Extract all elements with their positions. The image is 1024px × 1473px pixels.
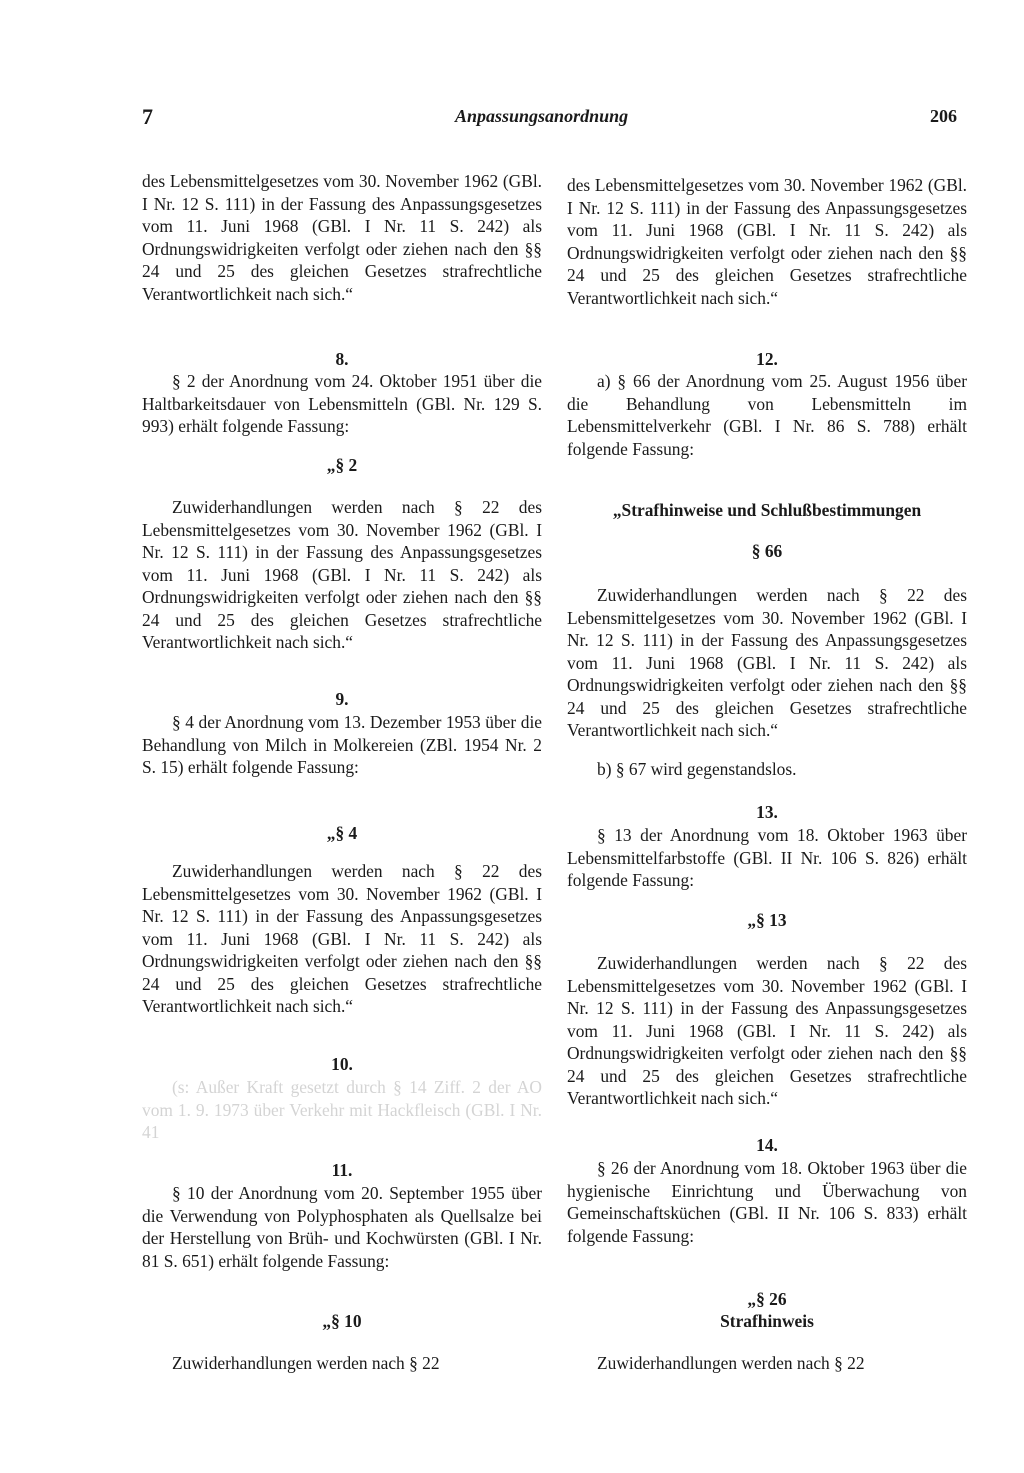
- item-number-9: 9.: [335, 689, 349, 709]
- paragraph-continuation: des Lebensmittelgesetzes vom 30. November 1962 (GBl. I Nr. 12 S. 111) in der Fassung des Anpassungsgesetzes vom 11. Juni 1968 (GBl. I Nr. 11 S. 242) als Ordnungswidrigkeiten verfolgt oder ziehen nach den §§ 24 und 25 des gleichen Gesetzes strafrechtliche Verantwortlichkeit nach sich.“: [142, 171, 542, 304]
- page-number: 206: [930, 106, 957, 126]
- section-2-heading: „§ 2: [326, 455, 358, 475]
- strafhinweise-heading: „Strafhinweise und Schlußbestimmungen: [612, 500, 922, 520]
- running-title: Anpassungsanordnung: [455, 106, 629, 126]
- item-number-12: 12.: [756, 349, 778, 369]
- section-66-heading: § 66: [751, 541, 783, 561]
- item-number-11: 11.: [331, 1160, 353, 1180]
- paragraph-section-26: Zuwiderhandlungen werden nach § 22: [597, 1353, 865, 1373]
- paragraph-item-8: § 2 der Anordnung vom 24. Oktober 1951 über die Haltbarkeitsdauer von Lebensmitteln (GBl. Nr. 129 S. 993) erhält folgende Fassung:: [142, 371, 542, 436]
- section-13-heading: „§ 13: [747, 910, 787, 930]
- paragraph-item-14: § 26 der Anordnung vom 18. Oktober 1963 über die hygienische Einrichtung und Überwachung von Gemeinschaftsküchen (GBl. II Nr. 106 S. 833) erhält folgende Fassung:: [567, 1158, 967, 1246]
- item-number-13: 13.: [756, 802, 778, 822]
- item-number-14: 14.: [756, 1135, 778, 1155]
- paragraph-section-10: Zuwiderhandlungen werden nach § 22: [172, 1353, 440, 1373]
- paragraph-item-9: § 4 der Anordnung vom 13. Dezember 1953 über die Behandlung von Milch in Molkereien (ZBl. 1954 Nr. 2 S. 15) erhält folgende Fassung:: [142, 712, 542, 777]
- paragraph-item-11: § 10 der Anordnung vom 20. September 1955 über die Verwendung von Polyphosphaten als Quellsalze bei der Herstellung von Brüh- und Kochwürsten (GBl. I Nr. 81 S. 651) erhält folgende Fassung:: [142, 1183, 542, 1271]
- chapter-number: 7: [142, 104, 153, 129]
- paragraph-continuation-right: des Lebensmittelgesetzes vom 30. November 1962 (GBl. I Nr. 12 S. 111) in der Fassung des Anpassungsgesetzes vom 11. Juni 1968 (GBl. I Nr. 11 S. 242) als Ordnungswidrigkeiten verfolgt oder ziehen nach den §§ 24 und 25 des gleichen Gesetzes strafrechtliche Verantwortlichkeit nach sich.“: [567, 175, 967, 308]
- item-number-10: 10.: [331, 1054, 353, 1074]
- paragraph-item-12a: a) § 66 der Anordnung vom 25. August 1956 über die Behandlung von Lebensmitteln im Lebensmittelverkehr (GBl. I Nr. 86 S. 788) erhält folgende Fassung:: [567, 371, 967, 459]
- section-10-heading: „§ 10: [322, 1311, 362, 1331]
- paragraph-item-10-faded: (s: Außer Kraft gesetzt durch § 14 Ziff. 2 der AO vom 1. 9. 1973 über Verkehr mit Hackfleisch (GBl. I Nr. 41: [142, 1077, 542, 1142]
- paragraph-section-13: Zuwiderhandlungen werden nach § 22 des Lebensmittelgesetzes vom 30. November 1962 (GBl. I Nr. 12 S. 111) in der Fassung des Anpassungsgesetzes vom 11. Juni 1968 (GBl. I Nr. 11 S. 242) als Ordnungswidrigkeiten verfolgt oder ziehen nach den §§ 24 und 25 des gleichen Gesetzes strafrechtliche Verantwortlichkeit nach sich.“: [567, 953, 967, 1108]
- paragraph-section-66: Zuwiderhandlungen werden nach § 22 des Lebensmittelgesetzes vom 30. November 1962 (GBl. I Nr. 12 S. 111) in der Fassung des Anpassungsgesetzes vom 11. Juni 1968 (GBl. I Nr. 11 S. 242) als Ordnungswidrigkeiten verfolgt oder ziehen nach den §§ 24 und 25 des gleichen Gesetzes strafrechtliche Verantwortlichkeit nach sich.“: [567, 585, 967, 740]
- paragraph-section-4: Zuwiderhandlungen werden nach § 22 des Lebensmittelgesetzes vom 30. November 1962 (GBl. I Nr. 12 S. 111) in der Fassung des Anpassungsgesetzes vom 11. Juni 1968 (GBl. I Nr. 11 S. 242) als Ordnungswidrigkeiten verfolgt oder ziehen nach den §§ 24 und 25 des gleichen Gesetzes strafrechtliche Verantwortlichkeit nach sich.“: [142, 861, 542, 1016]
- paragraph-section-2: Zuwiderhandlungen werden nach § 22 des Lebensmittelgesetzes vom 30. November 1962 (GBl. I Nr. 12 S. 111) in der Fassung des Anpassungsgesetzes vom 11. Juni 1968 (GBl. I Nr. 11 S. 242) als Ordnungswidrigkeiten verfolgt oder ziehen nach den §§ 24 und 25 des gleichen Gesetzes strafrechtliche Verantwortlichkeit nach sich.“: [142, 497, 542, 652]
- item-number-8: 8.: [335, 349, 349, 369]
- strafhinweis-heading: Strafhinweis: [720, 1311, 814, 1331]
- paragraph-item-12b: b) § 67 wird gegenstandslos.: [597, 759, 797, 779]
- page-header: [0, 104, 1024, 136]
- section-4-heading: „§ 4: [326, 823, 358, 843]
- section-26-heading: „§ 26: [747, 1289, 787, 1309]
- paragraph-item-13: § 13 der Anordnung vom 18. Oktober 1963 über Lebensmittelfarbstoffe (GBl. II Nr. 106 S. 826) erhält folgende Fassung:: [567, 825, 967, 890]
